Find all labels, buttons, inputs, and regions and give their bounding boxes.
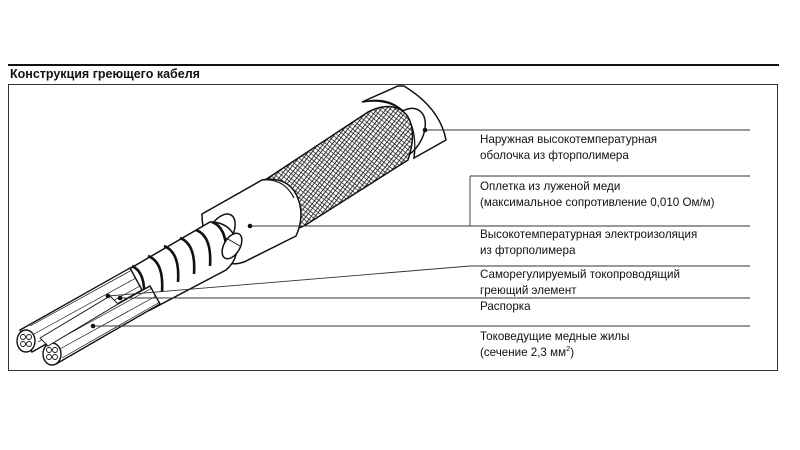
label-outer-jacket: Наружная высокотемпературная оболочка из фторполимера (480, 133, 658, 162)
copper-conductors (17, 268, 160, 365)
label-insulation: Высокотемпературная электроизоляция из фторполимера (480, 228, 698, 257)
label-braid: Оплетка из луженой меди (максимальное сопротивление 0,010 Ом/м) (480, 180, 715, 209)
diagram-title: Конструкция греющего кабеля (10, 67, 200, 81)
label-conductors: Токоведущие медные жилы (сечение 2,3 $мм^2$) (480, 330, 630, 359)
label-spacer: Распорка (480, 300, 531, 313)
label-heating-element: Саморегулируемый токопроводящий греющий элемент (480, 268, 680, 297)
